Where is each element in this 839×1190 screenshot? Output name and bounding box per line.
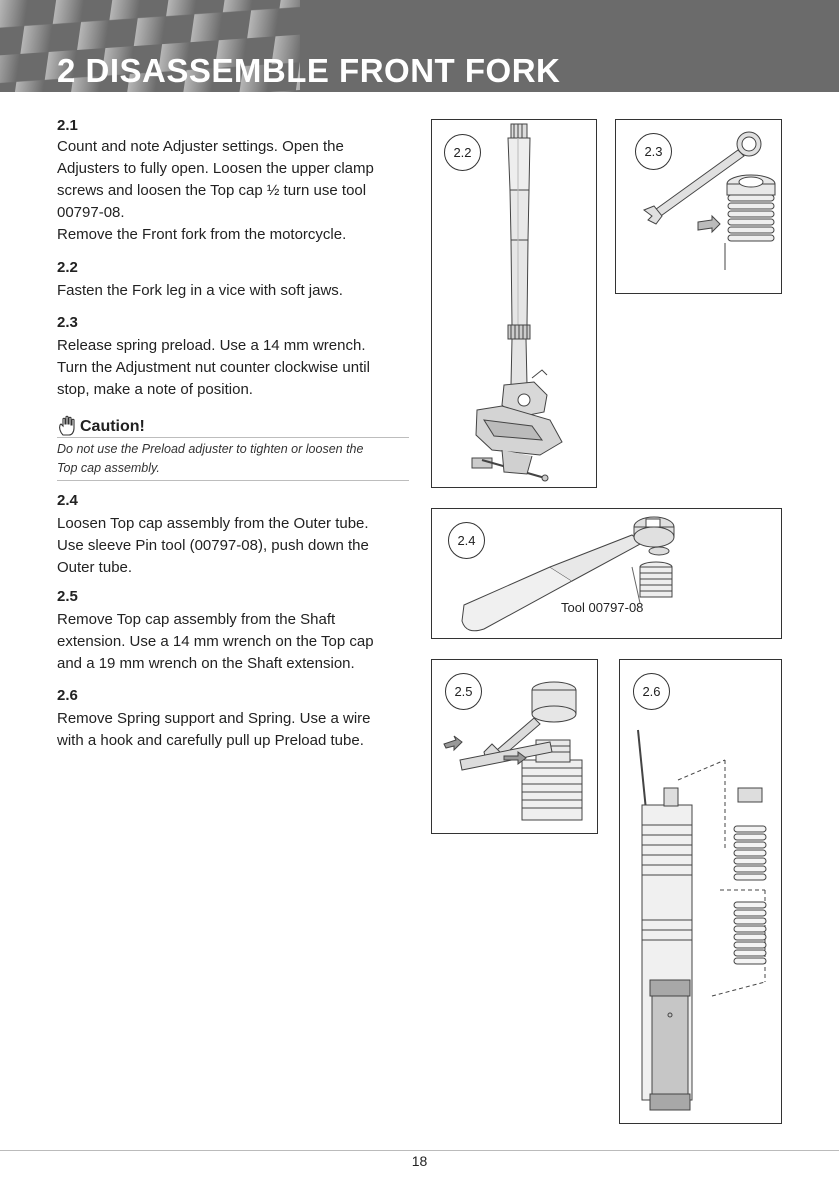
- page-number: 18: [411, 1153, 428, 1169]
- step-line: 00797-08.: [57, 204, 125, 221]
- caution-text: [57, 440, 409, 481]
- step-text: [57, 609, 409, 675]
- step-line: Remove Spring support and Spring. Use a wire: [57, 710, 371, 727]
- sleeve-pin-tool-illustration: [432, 509, 783, 640]
- step-text: [57, 335, 409, 401]
- figure-2-6: [619, 659, 782, 1124]
- caution-line: Do not use the Preload adjuster to tighten or loosen the: [57, 442, 364, 456]
- step-number: 2.6: [57, 687, 78, 704]
- page-title: 2 DISASSEMBLE FRONT FORK: [57, 52, 561, 89]
- step-line: with a hook and carefully pull up Preload tube.: [57, 732, 364, 749]
- step-number: 2.2: [57, 259, 78, 276]
- figure-2-4: [431, 508, 782, 639]
- step-line: Count and note Adjuster settings. Open the: [57, 138, 344, 155]
- caution-title: Caution!: [80, 418, 145, 435]
- step-line: stop, make a note of position.: [57, 381, 253, 398]
- step-line: Remove the Front fork from the motorcycle.: [57, 226, 347, 243]
- figure-badge: 2.4: [448, 522, 485, 559]
- figure-badge: 2.5: [445, 673, 482, 710]
- step-line: extension. Use a 14 mm wrench on the Top cap: [57, 633, 374, 650]
- step-number: 2.1: [57, 117, 78, 134]
- spring-removal-illustration: [620, 660, 783, 1125]
- figure-2-5: [431, 659, 598, 834]
- step-line: Outer tube.: [57, 559, 133, 576]
- figure-badge: 2.2: [444, 134, 481, 171]
- step-text: [57, 280, 409, 302]
- step-text: [57, 136, 409, 246]
- figure-badge: 2.6: [633, 673, 670, 710]
- figure-2-2: [431, 119, 597, 488]
- step-text: [57, 513, 409, 579]
- figure-badge: 2.3: [635, 133, 672, 170]
- step-text: [57, 708, 409, 752]
- step-line: Remove Top cap assembly from the Shaft: [57, 611, 336, 628]
- fork-in-vice-illustration: [432, 120, 598, 489]
- figure-2-3: [615, 119, 782, 294]
- step-line: screws and loosen the Top cap ½ turn use tool: [57, 182, 367, 199]
- step-number: 2.4: [57, 492, 78, 509]
- step-line: Adjusters to fully open. Loosen the upper clamp: [57, 160, 374, 177]
- hand-stop-icon: [57, 415, 79, 437]
- caution-heading: [57, 415, 409, 438]
- step-number: 2.3: [57, 314, 78, 331]
- step-line: Turn the Adjustment nut counter clockwise until: [57, 359, 370, 376]
- step-line: and a 19 mm wrench on the Shaft extension.: [57, 655, 355, 672]
- caution-line: Top cap assembly.: [57, 461, 160, 475]
- step-line: Fasten the Fork leg in a vice with soft jaws.: [57, 282, 343, 299]
- header-banner: [0, 0, 839, 92]
- footer-divider: [0, 1150, 839, 1151]
- step-number: 2.5: [57, 588, 78, 605]
- step-line: Use sleeve Pin tool (00797-08), push down the: [57, 537, 369, 554]
- step-line: Release spring preload. Use a 14 mm wrench.: [57, 337, 366, 354]
- step-line: Loosen Top cap assembly from the Outer tube.: [57, 515, 369, 532]
- tool-label: Tool 00797-08: [561, 600, 644, 615]
